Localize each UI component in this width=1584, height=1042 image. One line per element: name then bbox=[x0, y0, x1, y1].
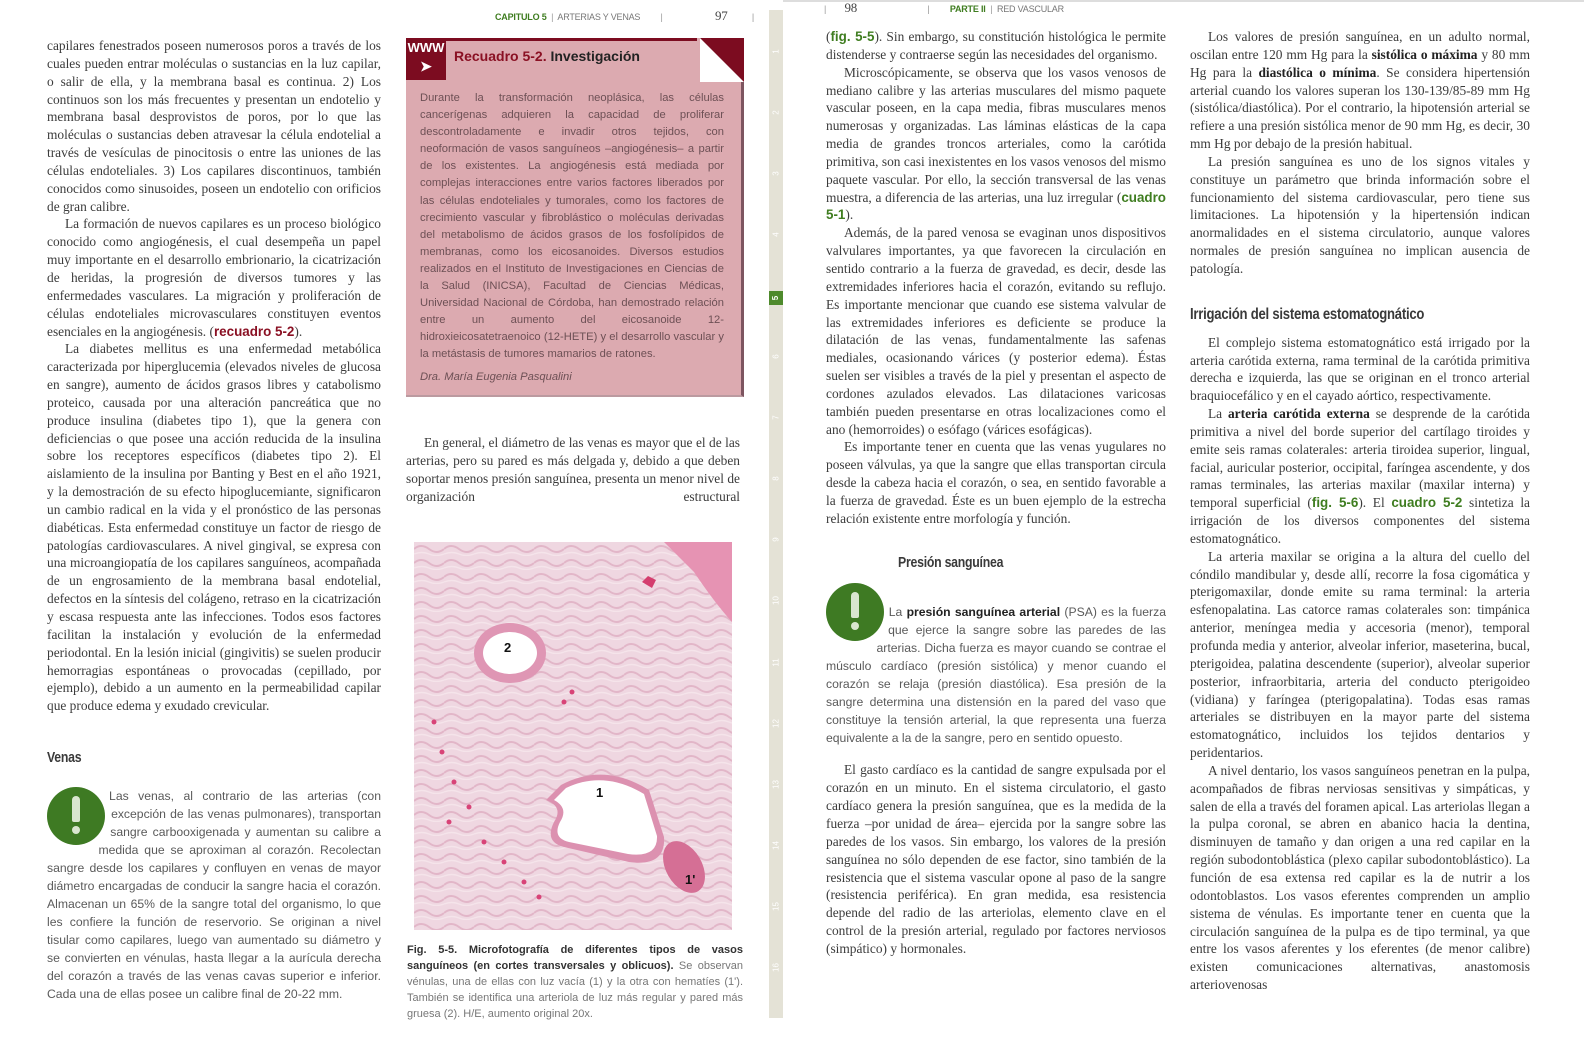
box-corner bbox=[700, 38, 744, 82]
bold-term: arteria carótida externa bbox=[1227, 406, 1370, 422]
www-cursor-icon bbox=[406, 38, 446, 80]
paragraph-text: y 80 mm Hg para la bbox=[1190, 46, 1530, 80]
paragraph-text: ). El bbox=[1358, 495, 1385, 511]
page-number: 98 bbox=[844, 0, 858, 15]
paragraph: Además, de la pared venosa se evaginan unos dispositivos valvulares importantes, ya que favorecen la circulación en sentido contrario a la fuerza de gravedad, es decir, desde las extremidades inferiores hacia el corazón, evitando su reflujo. Es importante mencionar que cuando ese sistema valvular de las extremidades inferiores es deficiente se produce la dilatación de las venas, fundamentalmente las safenas mediales, ocasionando várices (y posterior edema). Éstas suelen ser visibles a través de la piel y presentan el aspecto de cordones azulados elevados. Las dilataciones varicosas también pueden presentarse en otras localizaciones como el ano (hemorroides) o esófago (várices esofágicas). bbox=[826, 225, 1166, 437]
exclamation-icon bbox=[826, 583, 884, 641]
separator: | bbox=[927, 4, 930, 14]
cursor-arrow-icon: ➤ bbox=[420, 58, 432, 74]
paragraph: El gasto cardíaco es la cantidad de sangre expulsada por el corazón en un minuto. En el sistema circulatorio, el gasto cardíaco genera la presión sanguínea, que es la medida de la fuerza –por unidad de área– ejercida por la sangre sobre las paredes de los vasos. Sin embargo, los valores de la presión sanguínea no sólo dependen de ese factor, sino también de la resistencia que el sistema vascular opone al paso de la sangre (resistencia periférica). En gran medida, esa resistencia depende del radio de las arteriolas, elemento clave en el control de la presión arterial, regulado por factores nerviosos (simpático) y hormonales. bbox=[826, 762, 1166, 956]
paragraph bbox=[1190, 405, 1530, 548]
thumb-index-mark[interactable]: 6 bbox=[771, 354, 781, 359]
thumb-index-mark[interactable]: 3 bbox=[771, 171, 781, 176]
separator: | bbox=[660, 12, 663, 22]
bold-term: sistólica o máxima bbox=[1371, 46, 1478, 62]
thumb-index-mark[interactable]: 5 bbox=[769, 291, 783, 305]
section-heading-venas: Venas bbox=[47, 749, 82, 767]
www-label: WWW bbox=[407, 40, 445, 55]
paragraph bbox=[47, 215, 381, 340]
figure-reference-link[interactable]: fig. 5-5 bbox=[830, 29, 875, 44]
thumb-index-mark[interactable]: 10 bbox=[771, 596, 781, 606]
note-venas bbox=[47, 787, 381, 1003]
caption-text: Se observan vénulas, una de ellas con luz vacía (1) y la otra con hematíes (1'). También se identifica una arteriola de luz más regular y pared más gruesa (2). H/E, aumento original 20x. bbox=[407, 960, 744, 1020]
thumb-index-mark[interactable]: 8 bbox=[771, 476, 781, 482]
thumb-index-mark[interactable]: 2 bbox=[771, 110, 781, 115]
right-page-column-2 bbox=[1190, 28, 1530, 994]
box-title bbox=[454, 48, 640, 64]
left-page-header bbox=[495, 8, 754, 24]
figure-label-1: 1 bbox=[596, 785, 604, 800]
paragraph: La presión sanguínea es uno de los signos vitales y constituye un parámetro que brinda información sobre el funcionamiento del sistema cardiovascular, pero tiene sus limitaciones. La hipotensión y la hipertensión indican anormalidades en el sistema circulatorio, aunque valores normales de presión sanguínea no implican ausencia de patología. bbox=[1190, 153, 1530, 276]
paragraph bbox=[826, 28, 1166, 64]
thumb-index-mark[interactable]: 15 bbox=[771, 901, 781, 911]
figure-caption bbox=[407, 942, 743, 1022]
box-reference-link[interactable]: recuadro 5-2 bbox=[213, 323, 295, 339]
paragraph-text: se desprende de la carótida primitiva a nivel del borde superior del cartílago tiroides y emite seis ramas colaterales: arteria tiroidea superior, lingual, facial, auricular posterior, occipital, faríngea ascendente, y dos ramas terminales, las arterias maxilar (maxilar interna) y temporal superficial ( bbox=[1190, 406, 1530, 511]
chapter-thumb-index bbox=[769, 10, 783, 1018]
paragraph: Es importante tener en cuenta que las venas yugulares no poseen válvulas, ya que la sangre que ellas transportan circula desde la cabeza hacia el corazón, o sea, en sentido favorable a la fuerza de gravedad. Éste es un buen ejemplo de la estrecha relación existente entre morfología y función. bbox=[826, 439, 1166, 526]
paragraph: A nivel dentario, los vasos sanguíneos penetran en la pulpa, acompañados de fibras nerviosas sensitivas y simpáticas, y salen de ella a través del foramen apical. Las arteriolas llegan a la pulpa coronal, se abren en abanico hacia la dentina, disminuyen de tamaño y dan origen a una red capilar en la región subodontoblástica (plexo capilar subodontoblástico). La función de esa extensa red capilar es la de nutrir a los odontoblastos. Los vasos eferentes comprenden un amplio sistema de vénulas. Es importante tener en cuenta que la circulación sanguínea de la pulpa es de tipo terminal, ya que entre los vasos aferentes y los eferentes (de menor calibre) existen comunicaciones alternativas, anastomosis arteriovenosas bbox=[1190, 762, 1530, 993]
paragraph-text: sintetiza la irrigación de los diversos componentes del sistema estomatognático. bbox=[1190, 495, 1530, 546]
figure-label-2: 2 bbox=[504, 640, 512, 655]
box-title-number: Recuadro 5-2. bbox=[454, 48, 547, 64]
chapter-label: CAPITULO 5 bbox=[495, 12, 547, 22]
table-reference-link[interactable]: cuadro 5-1 bbox=[826, 189, 1166, 223]
box-signature: Dra. María Eugenia Pasqualini bbox=[420, 371, 572, 383]
section-heading-presion: Presión sanguínea bbox=[898, 553, 1004, 571]
separator: | bbox=[824, 4, 827, 14]
right-page-column-1 bbox=[826, 28, 1166, 958]
thumb-index-mark[interactable]: 14 bbox=[771, 840, 781, 850]
thumb-index-mark[interactable]: 4 bbox=[771, 232, 781, 237]
separator: | bbox=[751, 12, 755, 22]
paragraph: La arteria maxilar se origina a la altura del cuello del cóndilo mandibular y, desde allí, recorre la fosa cigomática y pterigomaxilar, donde emite su rama terminal: la arteria esfenopalatina. Las catorce ramas colaterales son: timpánica anterior, meníngea media y accesoria (menor), temporal profunda media y anterior, alveolar inferior, maseterina, bucal, pterigoidea, palatina descendente (superior), alveolar superior posterior, infraorbitaria, arteria del conducto pterigoideo (vidiana) y faríngea (pterigopalatina). Todas esas ramas arteriales se distribuyen en la mayor parte del sistema estomatognático, incluidos los tejidos dentarios y peridentarios. bbox=[1190, 548, 1530, 761]
note-presion bbox=[826, 583, 1166, 747]
paragraph-text: La formación de nuevos capilares es un proceso biológico conocido como angiogénesis, el cual desempeña un papel muy importante en el desarrollo embrionario, la cicatrización de heridas, la progresión de diversos tumores y las enfermedades vasculares. La migración y proliferación de células endoteliales microvasculares constituyen eventos esenciales en la angiogénesis. bbox=[47, 216, 381, 339]
paren: ). bbox=[294, 323, 303, 339]
thumb-index-mark[interactable]: 11 bbox=[771, 657, 781, 667]
thumb-index-mark[interactable]: 16 bbox=[771, 963, 781, 972]
paragraph bbox=[826, 64, 1166, 225]
note-bold: presión sanguínea arterial bbox=[906, 605, 1061, 620]
paragraph-text: . Se considera hipertensión arterial cuando los valores superan los 130-139/85-89 mm Hg (sistólica/diastólica). Por el contrario, la hipotensión arterial se refiere a una presión sistólica menor de 90 mm Hg, es decir, 30 mm Hg por debajo de la presión habitual. bbox=[1190, 64, 1530, 152]
paren: ). bbox=[845, 207, 854, 223]
paren: ( bbox=[826, 29, 831, 44]
middle-column-text bbox=[406, 434, 740, 505]
separator: | bbox=[987, 4, 995, 14]
section-heading-irrigacion: Irrigación del sistema estomatognático bbox=[1190, 305, 1425, 323]
paragraph-text: Los valores de presión sanguínea, en un adulto normal, oscilan entre 120 mm Hg para la bbox=[1190, 29, 1530, 62]
section-label: ARTERIAS Y VENAS bbox=[557, 12, 641, 22]
right-page-header bbox=[824, 0, 1064, 16]
thumb-index-mark[interactable]: 1 bbox=[771, 48, 781, 54]
caption-title: Fig. 5-5. Microfotografía de diferentes tipos de vasos sanguíneos (en cortes transversales y oblicuos). bbox=[407, 944, 743, 972]
box-top-border bbox=[446, 38, 697, 41]
box-title-text: Investigación bbox=[550, 48, 640, 64]
paragraph: capilares fenestrados poseen numerosos poros a través de los cuales pueden entrar moléculas o sustancias en la luz capilar, o salir de ella, y la membrana basal es continua. 2) Los continuos son los más frecuentes y presentan un endotelio y membrana basal desprovistos de poros, por lo que las moléculas o sustancias deben atravesar la célula endotelial a través de vesículas de pinocitosis o entre las uniones de las células endoteliales. 3) Los capilares discontinuos, también conocidos como sinusoides, poseen un endotelio con orificios de gran calibre. bbox=[47, 38, 381, 214]
paragraph-text: ). Sin embargo, su constitución histológica le permite distenderse y contraerse según las necesidades del organismo. bbox=[826, 29, 1166, 62]
table-reference-link[interactable]: cuadro 5-2 bbox=[1391, 495, 1463, 511]
section-label: RED VASCULAR bbox=[996, 4, 1064, 14]
thumb-index-mark[interactable]: 9 bbox=[771, 537, 781, 543]
bold-term: diastólica o mínima bbox=[1258, 64, 1377, 80]
figure-reference-link[interactable]: fig. 5-6 bbox=[1311, 495, 1359, 511]
left-column bbox=[47, 37, 381, 1003]
paren: ( bbox=[209, 323, 214, 339]
note-text: (PSA) es la fuerza que ejerce la sangre sobre las paredes de las arterias. Dicha fuerza es mayor cuando se contrae el músculo cardíaco (presión sistólica) y menor cuando el corazón se relaja (presión diastólica). Esa presión de la sangre determina una distensión en la pared del vaso que constituye la tensión arterial, la que representa una fuerza equivalente a la de la sangre, pero en sentido opuesto. bbox=[826, 605, 1166, 746]
paragraph-text: Microscópicamente, se observa que los vasos venosos de mediano calibre y las arterias musculares del mismo paquete vascular poseen, en la capa media, fibras musculares menos numerosas y organizadas. Las láminas elásticas de la capa media de grandes troncos arteriales, como la carótida primitiva, son casi inexistentes en los vasos venosos del mismo paquete vascular. Por ello, la sección transversal de las venas muestra, a diferencia de las arterias, una luz irregular ( bbox=[826, 64, 1166, 205]
paragraph: La diabetes mellitus es una enfermedad metabólica caracterizada por hiperglucemia (elevados niveles de glucosa en sangre), aumento de ácidos grasos libres y catabolismo proteico, causada por una alteración pancreática que no produce insulina (diabetes tipo 1), que la genera con deficiencias o que posee una acción reducida de la insulina sobre los receptores específicos (diabetes tipo 2). El aislamiento de la insulina por Banting y Best en el año 1921, y la demostración de su efecto hipoglucemiante, significaron un cambio radical en la vida y el pronóstico de las personas diabéticas. Esta enfermedad constituye un factor de riesgo de patologías cardiovasculares. A nivel gingival, se expresa con una microangiopatía de los capilares sanguíneos, acompañada de un engrosamiento de la membrana basal endotelial, defectos en la síntesis del colágeno, retraso en la cicatrización y escasa respuesta ante las infecciones. Todos esos factores facilitan la instalación y evolución de la enfermedad periodontal. En la lesión inicial (gingivitis) se suelen producir hemorragias espontáneas o provocadas (cepillado, por ejemplo), debido a un aumento en la permeabilidad capilar que produce edema y exudado crevicular. bbox=[47, 341, 381, 714]
thumb-index-mark[interactable]: 13 bbox=[771, 779, 781, 789]
micrograph-figure bbox=[414, 542, 732, 930]
paragraph: El complejo sistema estomatognático está irrigado por la arteria carótida externa, rama terminal de la carótida primitiva derecha e izquierda, las que se originan en el tronco arterial braquiocefálico y en el cayado aórtico, respectivamente. bbox=[1190, 334, 1530, 404]
paragraph-text: La bbox=[1208, 406, 1223, 422]
thumb-index-mark[interactable]: 7 bbox=[771, 415, 781, 420]
part-label: PARTE II bbox=[949, 4, 986, 14]
thumb-index-mark[interactable]: 12 bbox=[771, 718, 781, 728]
box-body: Durante la transformación neoplásica, las células cancerígenas adquieren la capacidad de proliferar descontroladamente e invadir otros tejidos, con neoformación de vasos sanguíneos –angiogénesis– a partir de los existentes. La angiogénesis está mediada por complejas interacciones entre varios factores liberados por las células endoteliales y tumorales, como los factores de crecimiento vascular y fibroblástico o moléculas derivadas del metabolismo de ácidos grasos de los fosfolípidos de membranas, como los eicosanoides. Diversos estudios realizados en el Instituto de Investigaciones en Ciencias de la Salud (INICSA), Facultad de Ciencias Médicas, Universidad Nacional de Córdoba, han demostrado relación entre un aumento del eicosanoide 12- hidroxieicosatetraenoico (12-HETE) y el desarrollo vascular y la metástasis de tumores mamarios de ratones. bbox=[420, 92, 724, 361]
note-text: La bbox=[888, 605, 903, 620]
separator: | bbox=[548, 12, 556, 22]
figure-label-1-prime: 1' bbox=[685, 872, 696, 887]
note-text: Las venas, al contrario de las arterias (con excepción de las venas pulmonares), transportan sangre carbooxigenada y aumentan su calibre a medida que se aproximan al corazón. Recolectan sangre desde los capilares y confluyen en venas de mayor diámetro encargadas de conducir la sangre hacia el corazón. Almacenan un 65% de la sangre total del organismo, lo que les confiere la función de reservorio. Se originan a nivel tisular como capilares, luego van aumentado su diámetro y se convierten en vénulas, hasta llegar a la aurícula derecha del corazón a través de las venas cavas superior e inferior. Cada una de ellas posee un calibre final de 20-22 mm. bbox=[47, 788, 381, 1001]
exclamation-icon bbox=[47, 787, 105, 845]
page-number: 97 bbox=[715, 8, 728, 23]
research-box bbox=[406, 38, 744, 397]
paragraph bbox=[1190, 28, 1530, 153]
paragraph: En general, el diámetro de las venas es mayor que el de las arterias, pero su pared es más delgada y, debido a que deben soportar menos presión sanguínea, presenta un menor nivel de organización estructural bbox=[406, 435, 740, 504]
